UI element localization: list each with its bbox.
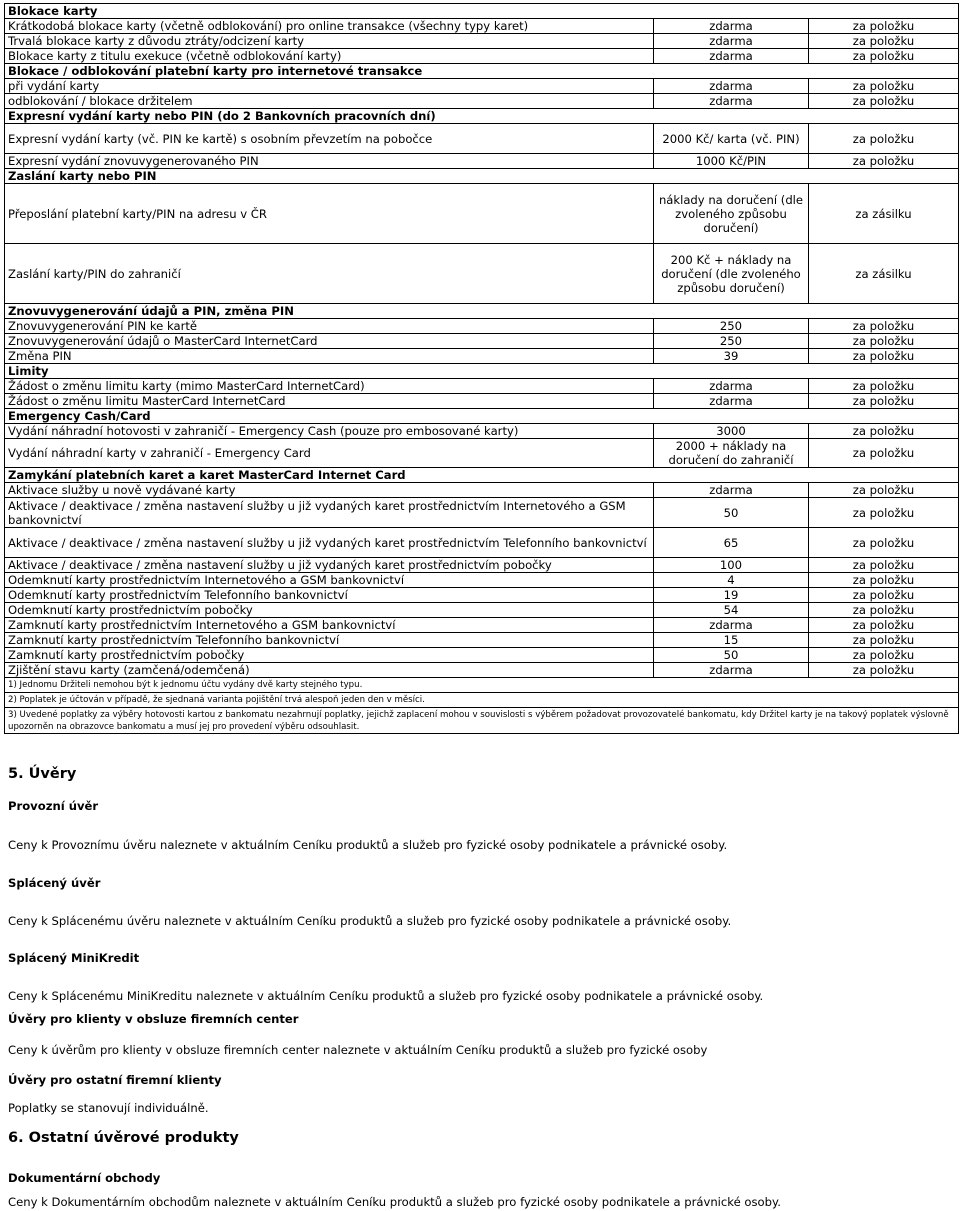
- dokumentarni-obchody-title: Dokumentární obchody: [8, 1171, 161, 1185]
- fee-unit-cell: za položku: [809, 424, 959, 439]
- section-6-title: 6. Ostatní úvěrové produkty: [8, 1130, 239, 1146]
- fee-unit-cell: za položku: [809, 379, 959, 394]
- fee-price-cell: 1000 Kč/PIN: [654, 154, 809, 169]
- footnote-cell: 2) Poplatek je účtován v případě, že sjednaná varianta pojištění trvá alespoň jeden den v měsíci.: [5, 693, 959, 708]
- table-footnote: [5, 708, 959, 734]
- section-5-title: 5. Úvěry: [8, 766, 77, 782]
- fee-price-cell: 100: [654, 558, 809, 573]
- fee-label-cell: Zamknutí karty prostřednictvím Internetového a GSM bankovnictví: [5, 618, 654, 633]
- fee-unit-cell: za položku: [809, 498, 959, 528]
- table-row: [5, 319, 959, 334]
- table-row: [5, 588, 959, 603]
- fee-unit-cell: za položku: [809, 124, 959, 154]
- table-row: [5, 154, 959, 169]
- fee-price-cell: 65: [654, 528, 809, 558]
- firemni-centra-title: Úvěry pro klienty v obsluze firemních center: [8, 1012, 299, 1026]
- fee-price-cell: 50: [654, 648, 809, 663]
- fee-unit-cell: za položku: [809, 394, 959, 409]
- table-row: [5, 184, 959, 244]
- fee-unit-cell: za položku: [809, 528, 959, 558]
- fee-label-cell: při vydání karty: [5, 79, 654, 94]
- fee-label-cell: Vydání náhradní karty v zahraničí - Emergency Card: [5, 439, 654, 468]
- section-header-cell: Limity: [5, 364, 959, 379]
- fee-unit-cell: za položku: [809, 49, 959, 64]
- fee-unit-cell: za položku: [809, 618, 959, 633]
- table-row: [5, 394, 959, 409]
- fee-label-cell: Krátkodobá blokace karty (včetně odblokování) pro online transakce (všechny typy karet): [5, 19, 654, 34]
- section-header-cell: Znovuvygenerování údajů a PIN, změna PIN: [5, 304, 959, 319]
- fee-label-cell: Změna PIN: [5, 349, 654, 364]
- table-section-header: [5, 468, 959, 483]
- table-section-header: [5, 169, 959, 184]
- footnote-cell: 1) Jednomu Držiteli nemohou být k jednomu účtu vydány dvě karty stejného typu.: [5, 678, 959, 693]
- table-section-header: [5, 364, 959, 379]
- provozni-uver-title: Provozní úvěr: [8, 799, 99, 813]
- ostatni-klienti-title: Úvěry pro ostatní firemní klienty: [8, 1073, 222, 1087]
- table-row: [5, 498, 959, 528]
- fee-price-cell: 50: [654, 498, 809, 528]
- section-header-cell: Emergency Cash/Card: [5, 409, 959, 424]
- table-row: [5, 528, 959, 558]
- fee-price-cell: 39: [654, 349, 809, 364]
- fee-table: [4, 3, 959, 734]
- fee-unit-cell: za položku: [809, 588, 959, 603]
- table-row: [5, 34, 959, 49]
- fee-unit-cell: za položku: [809, 34, 959, 49]
- section-header-cell: Zamykání platebních karet a karet MasterCard Internet Card: [5, 468, 959, 483]
- fee-label-cell: Znovuvygenerování PIN ke kartě: [5, 319, 654, 334]
- table-section-header: [5, 109, 959, 124]
- fee-unit-cell: za položku: [809, 349, 959, 364]
- fee-label-cell: Trvalá blokace karty z důvodu ztráty/odcizení karty: [5, 34, 654, 49]
- table-row: [5, 79, 959, 94]
- fee-label-cell: Přeposlání platební karty/PIN na adresu v ČR: [5, 184, 654, 244]
- fee-label-cell: Zamknutí karty prostřednictvím Telefonního bankovnictví: [5, 633, 654, 648]
- fee-price-cell: zdarma: [654, 94, 809, 109]
- table-row: [5, 573, 959, 588]
- fee-unit-cell: za položku: [809, 633, 959, 648]
- fee-label-cell: Aktivace / deaktivace / změna nastavení služby u již vydaných karet prostřednictvím Internetového a GSM bankovnictví: [5, 498, 654, 528]
- table-row: [5, 244, 959, 304]
- fee-label-cell: Odemknutí karty prostřednictvím Telefonního bankovnictví: [5, 588, 654, 603]
- fee-label-cell: Blokace karty z titulu exekuce (včetně odblokování karty): [5, 49, 654, 64]
- fee-price-cell: zdarma: [654, 19, 809, 34]
- fee-price-cell: zdarma: [654, 618, 809, 633]
- fee-label-cell: Aktivace služby u nově vydávané karty: [5, 483, 654, 498]
- fee-unit-cell: za položku: [809, 79, 959, 94]
- fee-label-cell: Aktivace / deaktivace / změna nastavení služby u již vydaných karet prostřednictvím Telefonního bankovnictví: [5, 528, 654, 558]
- fee-label-cell: Zjištění stavu karty (zamčená/odemčená): [5, 663, 654, 678]
- fee-label-cell: Znovuvygenerování údajů o MasterCard InternetCard: [5, 334, 654, 349]
- fee-unit-cell: za položku: [809, 439, 959, 468]
- fee-unit-cell: za položku: [809, 648, 959, 663]
- fee-price-cell: zdarma: [654, 79, 809, 94]
- table-row: [5, 424, 959, 439]
- fee-unit-cell: za zásilku: [809, 244, 959, 304]
- table-section-header: [5, 409, 959, 424]
- fee-price-cell: 200 Kč + náklady na doručení (dle zvoleného způsobu doručení): [654, 244, 809, 304]
- table-footnote: [5, 693, 959, 708]
- table-row: [5, 483, 959, 498]
- fee-label-cell: Odemknutí karty prostřednictvím Internetového a GSM bankovnictví: [5, 573, 654, 588]
- fee-price-cell: 15: [654, 633, 809, 648]
- fee-price-cell: 250: [654, 334, 809, 349]
- fee-label-cell: Expresní vydání karty (vč. PIN ke kartě) s osobním převzetím na pobočce: [5, 124, 654, 154]
- fee-unit-cell: za položku: [809, 94, 959, 109]
- minikredit-text: Ceny k Splácenému MiniKreditu naleznete v aktuálním Ceníku produktů a služeb pro fyzické osoby podnikatele a právnické osoby.: [8, 989, 764, 1003]
- fee-price-cell: 2000 Kč/ karta (vč. PIN): [654, 124, 809, 154]
- fee-label-cell: odblokování / blokace držitelem: [5, 94, 654, 109]
- fee-label-cell: Odemknutí karty prostřednictvím pobočky: [5, 603, 654, 618]
- fee-label-cell: Expresní vydání znovuvygenerovaného PIN: [5, 154, 654, 169]
- dokumentarni-obchody-text: Ceny k Dokumentárním obchodům naleznete v aktuálním Ceníku produktů a služeb pro fyzické osoby podnikatele a právnické osoby.: [8, 1195, 781, 1209]
- table-section-header: [5, 304, 959, 319]
- fee-unit-cell: za položku: [809, 603, 959, 618]
- fee-unit-cell: za položku: [809, 319, 959, 334]
- fee-price-cell: 2000 + náklady na doručení do zahraničí: [654, 439, 809, 468]
- table-row: [5, 439, 959, 468]
- fee-label-cell: Zamknutí karty prostřednictvím pobočky: [5, 648, 654, 663]
- fee-price-cell: zdarma: [654, 379, 809, 394]
- fee-unit-cell: za položku: [809, 334, 959, 349]
- fee-unit-cell: za položku: [809, 558, 959, 573]
- fee-label-cell: Žádost o změnu limitu karty (mimo MasterCard InternetCard): [5, 379, 654, 394]
- firemni-centra-text: Ceny k úvěrům pro klienty v obsluze firemních center naleznete v aktuálním Ceníku produktů a služeb pro fyzické osoby: [8, 1043, 708, 1057]
- table-row: [5, 334, 959, 349]
- splaceny-uver-title: Splácený úvěr: [8, 876, 101, 890]
- table-row: [5, 603, 959, 618]
- fee-price-cell: zdarma: [654, 394, 809, 409]
- fee-label-cell: Zaslání karty/PIN do zahraničí: [5, 244, 654, 304]
- section-header-cell: Zaslání karty nebo PIN: [5, 169, 959, 184]
- table-row: [5, 633, 959, 648]
- fee-label-cell: Aktivace / deaktivace / změna nastavení služby u již vydaných karet prostřednictvím pobočky: [5, 558, 654, 573]
- fee-label-cell: Vydání náhradní hotovosti v zahraničí - Emergency Cash (pouze pro embosované karty): [5, 424, 654, 439]
- table-row: [5, 558, 959, 573]
- table-row: [5, 663, 959, 678]
- minikredit-title: Splácený MiniKredit: [8, 951, 140, 965]
- fee-price-cell: náklady na doručení (dle zvoleného způsobu doručení): [654, 184, 809, 244]
- table-row: [5, 379, 959, 394]
- table-row: [5, 349, 959, 364]
- fee-price-cell: zdarma: [654, 663, 809, 678]
- fee-price-cell: 54: [654, 603, 809, 618]
- table-row: [5, 648, 959, 663]
- provozni-uver-text: Ceny k Provoznímu úvěru naleznete v aktuálním Ceníku produktů a služeb pro fyzické osoby podnikatele a právnické osoby.: [8, 838, 728, 852]
- fee-unit-cell: za položku: [809, 483, 959, 498]
- fee-unit-cell: za položku: [809, 19, 959, 34]
- table-row: [5, 94, 959, 109]
- fee-unit-cell: za položku: [809, 154, 959, 169]
- table-section-header: [5, 4, 959, 19]
- section-header-cell: Blokace karty: [5, 4, 959, 19]
- table-row: [5, 19, 959, 34]
- section-header-cell: Blokace / odblokování platební karty pro internetové transakce: [5, 64, 959, 79]
- fee-price-cell: zdarma: [654, 483, 809, 498]
- table-row: [5, 618, 959, 633]
- fee-unit-cell: za položku: [809, 573, 959, 588]
- table-footnote: [5, 678, 959, 693]
- table-row: [5, 49, 959, 64]
- footnote-cell: 3) Uvedené poplatky za výběry hotovosti kartou z bankomatu nezahrnují poplatky, jejichž zaplacení mohou v souvislosti s výběrem požadovat provozovatelé bankomatu, kdy Držitel karty je na takový poplatek výslovně upozorněn na obrazovce bankomatu a musí jej pro provedení výběru odsouhlasit.: [5, 708, 959, 734]
- fee-price-cell: 250: [654, 319, 809, 334]
- fee-unit-cell: za položku: [809, 663, 959, 678]
- fee-label-cell: Žádost o změnu limitu MasterCard InternetCard: [5, 394, 654, 409]
- fee-price-cell: zdarma: [654, 49, 809, 64]
- fee-price-cell: 19: [654, 588, 809, 603]
- ostatni-klienti-text: Poplatky se stanovují individuálně.: [8, 1101, 209, 1115]
- fee-unit-cell: za zásilku: [809, 184, 959, 244]
- section-header-cell: Expresní vydání karty nebo PIN (do 2 Bankovních pracovních dní): [5, 109, 959, 124]
- table-section-header: [5, 64, 959, 79]
- table-row: [5, 124, 959, 154]
- splaceny-uver-text: Ceny k Splácenému úvěru naleznete v aktuálním Ceníku produktů a služeb pro fyzické osoby podnikatele a právnické osoby.: [8, 914, 732, 928]
- fee-price-cell: 3000: [654, 424, 809, 439]
- fee-price-cell: zdarma: [654, 34, 809, 49]
- fee-price-cell: 4: [654, 573, 809, 588]
